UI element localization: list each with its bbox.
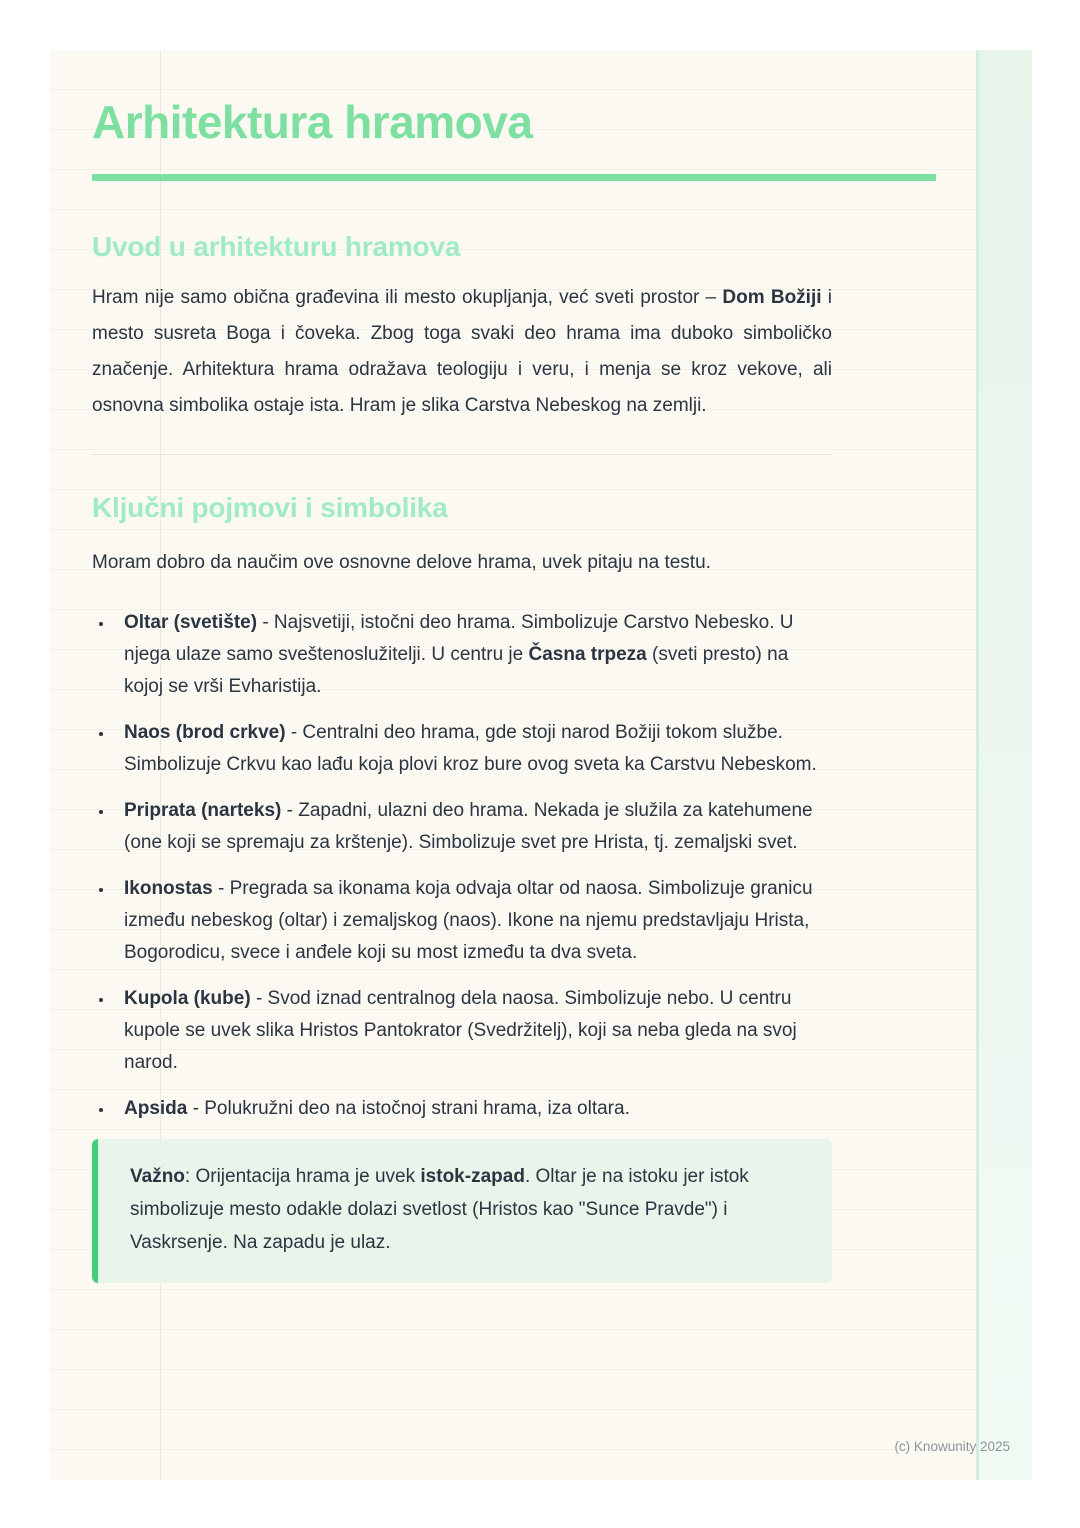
section-heading-pojmovi: Ključni pojmovi i simbolika [92,491,448,523]
note-content [92,50,832,1283]
list-item-kupola: • Kupola (kube) - Svod iznad centralnog dela naosa. Simbolizuje nebo. U centru kupole se uvek slika Hristos Pantokrator (Svedržitelj), koji sa neba gleda na svoj narod. [114,983,832,1079]
list-item-priprata: • Priprata (narteks) - Zapadni, ulazni deo hrama. Nekada je služila za katehumene (one koji se spremaju za krštenje). Simbolizuje svet pre Hrista, tj. zemaljski svet. [114,795,832,859]
title-underline-rule [92,174,936,181]
uvod-paragraph: Hram nije samo obična građevina ili mesto okupljanja, već sveti prostor – Dom Božiji i mesto susreta Boga i čoveka. Zbog toga svaki deo hrama ima duboko simboličko značenje. Arhitektura hrama odražava teologiju i veru, i menja se kroz vekove, ali osnovna simbolika ostaje ista. Hram je slika Carstva Nebeskog na zemlji. [92,286,832,416]
list-item-oltar: • Oltar (svetište) - Najsvetiji, istočni deo hrama. Simbolizuje Carstvo Nebesko. U njega ulaze samo sveštenoslužitelji. U centru je Časna trpeza (sveti presto) na kojoj se vrši Evharistija. [114,607,832,703]
section-heading-uvod: Uvod u arhitekturu hramova [92,230,461,262]
important-callout [92,1139,832,1283]
callout-text: Važno: Orijentacija hrama je uvek istok-zapad. Oltar je na istoku jer istok simbolizuje mesto odakle dolazi svetlost (Hristos kao "Sunce Pravde") i Vaskrsenje. Na zapadu je ulaz. [130,1165,749,1253]
section-divider [92,454,832,455]
list-item-ikonostas: • Ikonostas - Pregrada sa ikonama koja odvaja oltar od naosa. Simbolizuje granicu između nebeskog (oltar) i zemaljskog (naos). Ikone na njemu predstavljaju Hrista, Bogorodicu, svece i anđele koji su most između ta dva sveta. [114,873,832,969]
term-list [92,607,832,1125]
list-item-naos: • Naos (brod crkve) - Centralni deo hrama, gde stoji narod Božiji tokom službe. Simbolizuje Crkvu kao lađu koja plovi kroz bure ovog sveta ka Carstvu Nebeskom. [114,717,832,781]
note-paper [50,50,1032,1480]
list-item-apsida: • Apsida - Polukružni deo na istočnoj strani hrama, iza oltara. [114,1093,832,1125]
footer-credit: (c) Knowunity 2025 [894,1439,1010,1454]
decorative-green-strip [976,50,1032,1480]
page-title: Arhitektura hramova [92,96,533,148]
pojmovi-intro: Moram dobro da naučim ove osnovne delove hrama, uvek pitaju na testu. [92,551,711,573]
